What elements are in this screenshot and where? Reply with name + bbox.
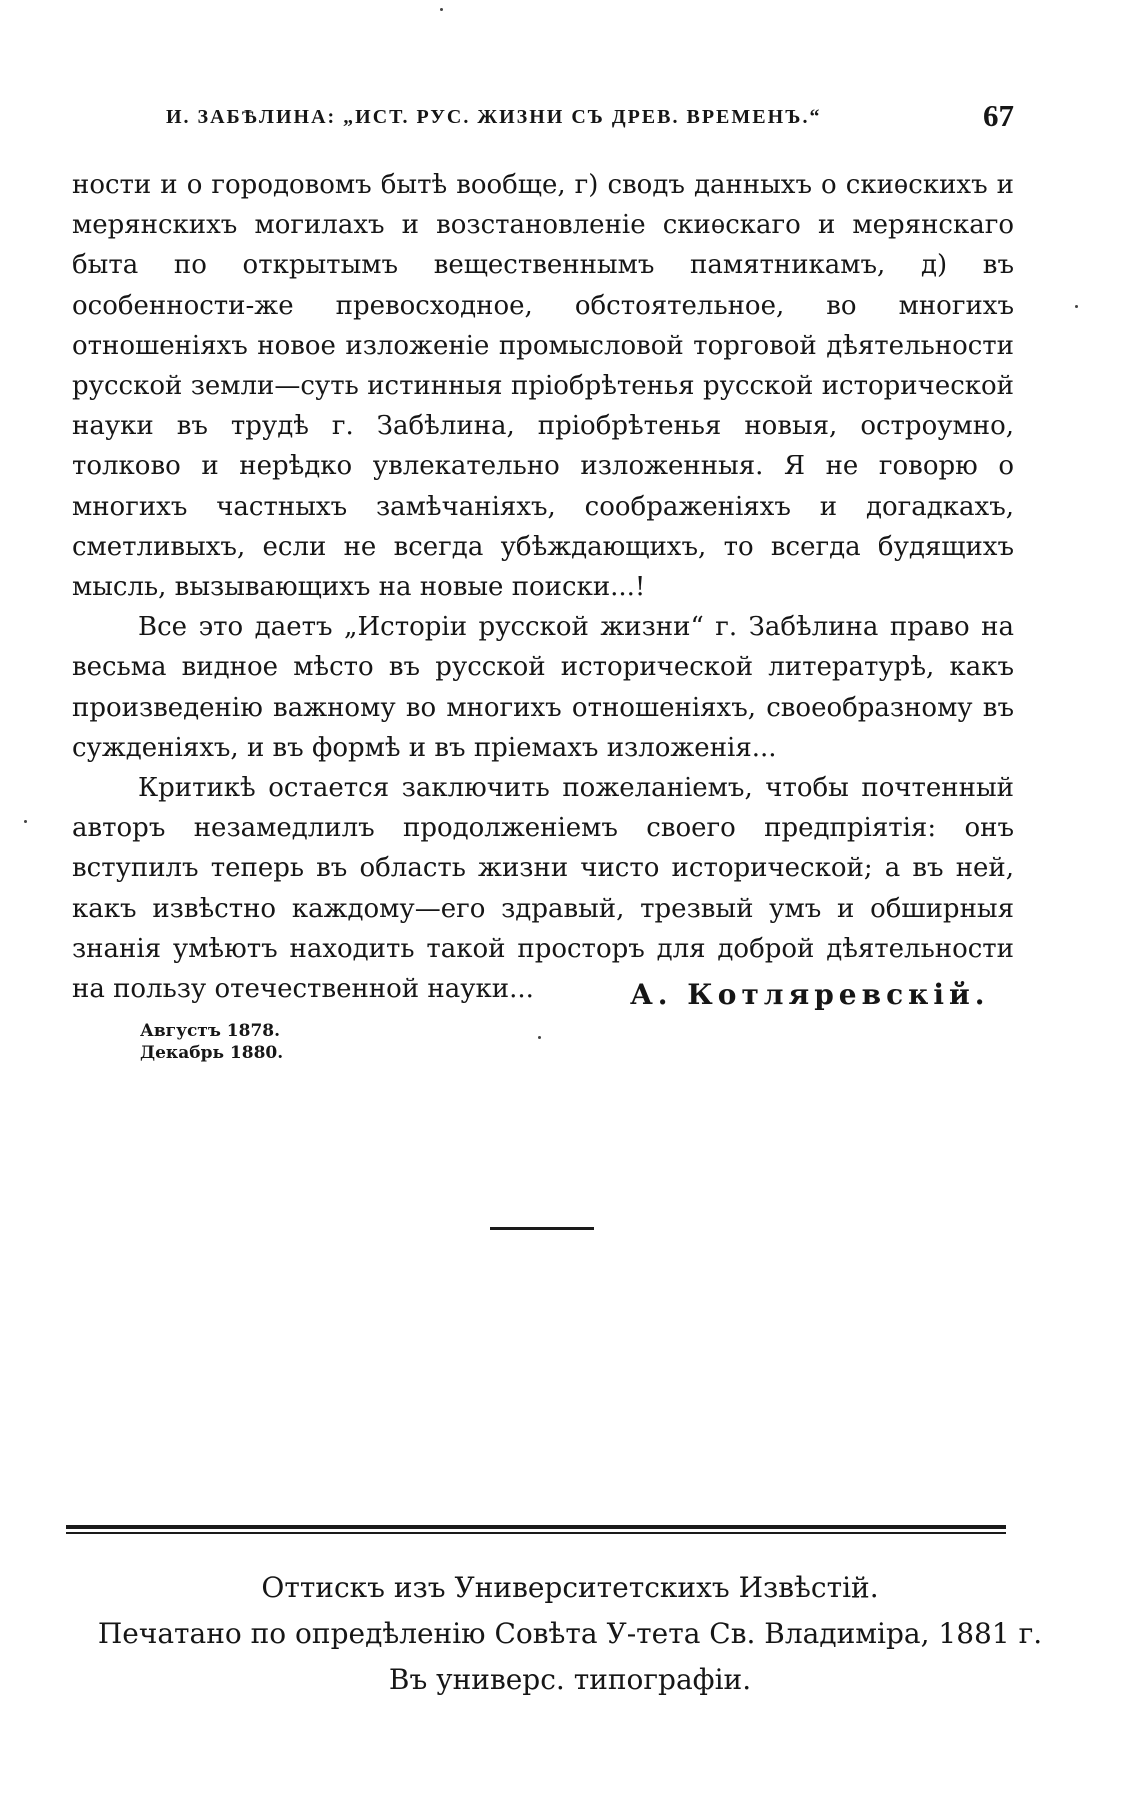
imprint-line-2: Печатано по опредѣленію Совѣта У-тета Св. Владиміра, 1881 г. (97, 1617, 1043, 1650)
paragraph-1: ности и о городовомъ бытѣ вообще, г) сводъ данныхъ о скиѳскихъ и мерянскихъ могилахъ и возстановленіе скиѳскаго и мерянскаго быта по открытымъ вещественнымъ памятникамъ, д) въ особенности-же превосходное, обстоятельное, во многихъ отношеніяхъ новое изложеніе промысловой торговой дѣятельности русской земли—суть истинныя пріобрѣтенья русской исторической науки въ трудѣ г. Забѣлина, пріобрѣтенья новыя, остроумно, толково и нерѣдко увлекательно изложенныя. Я не говорю о многихъ частныхъ замѣчаніяхъ, соображеніяхъ и догадкахъ, сметливыхъ, если не всегда убѣждающихъ, то всегда будящихъ мысль, вызывающихъ на новые поиски...! (72, 170, 1014, 603)
page-number: 67 (983, 98, 1014, 133)
paragraph-3: Критикѣ остается заключить пожеланіемъ, чтобы почтенный авторъ незамедлилъ продолженіемъ своего предпріятія: онъ вступилъ теперь въ область жизни чисто исторической; а въ ней, какъ извѣстно каждому—его здравый, трезвый умъ и обширныя знанія умѣютъ находить такой просторъ для доброй дѣятельности на пользу отечественной науки... (72, 773, 1014, 1005)
imprint-rule-thin (66, 1532, 1006, 1534)
date-line-1: Августъ 1878. (140, 1021, 281, 1041)
imprint-line-3: Въ универс. типографіи. (388, 1663, 752, 1696)
print-speck (1075, 305, 1078, 308)
date-block (140, 1020, 283, 1064)
section-divider (490, 1227, 594, 1230)
running-title: И. ЗАБѢЛИНА: „ИСТ. РУС. ЖИЗНИ СЪ ДРЕВ. ВРЕМЕНЪ.“ (166, 106, 822, 128)
print-speck (538, 1036, 541, 1039)
author-signature: А. Котляревскій. (630, 978, 990, 1011)
running-header (130, 98, 1014, 140)
date-line-2: Декабрь 1880. (140, 1043, 284, 1063)
imprint-block (40, 1565, 1100, 1703)
print-speck (440, 8, 443, 11)
print-speck (24, 820, 27, 823)
paragraph-2: Все это даетъ „Исторіи русской жизни“ г. Забѣлина право на весьма видное мѣсто въ русской исторической литературѣ, какъ произведенію важному во многихъ отношеніяхъ, своеобразному въ сужденіяхъ, и въ формѣ и въ пріемахъ изложенія... (72, 612, 1014, 763)
imprint-line-1: Оттискъ изъ Университетскихъ Извѣстій. (261, 1571, 879, 1604)
imprint-rule-thick (66, 1525, 1006, 1529)
body-text (72, 165, 1014, 1009)
